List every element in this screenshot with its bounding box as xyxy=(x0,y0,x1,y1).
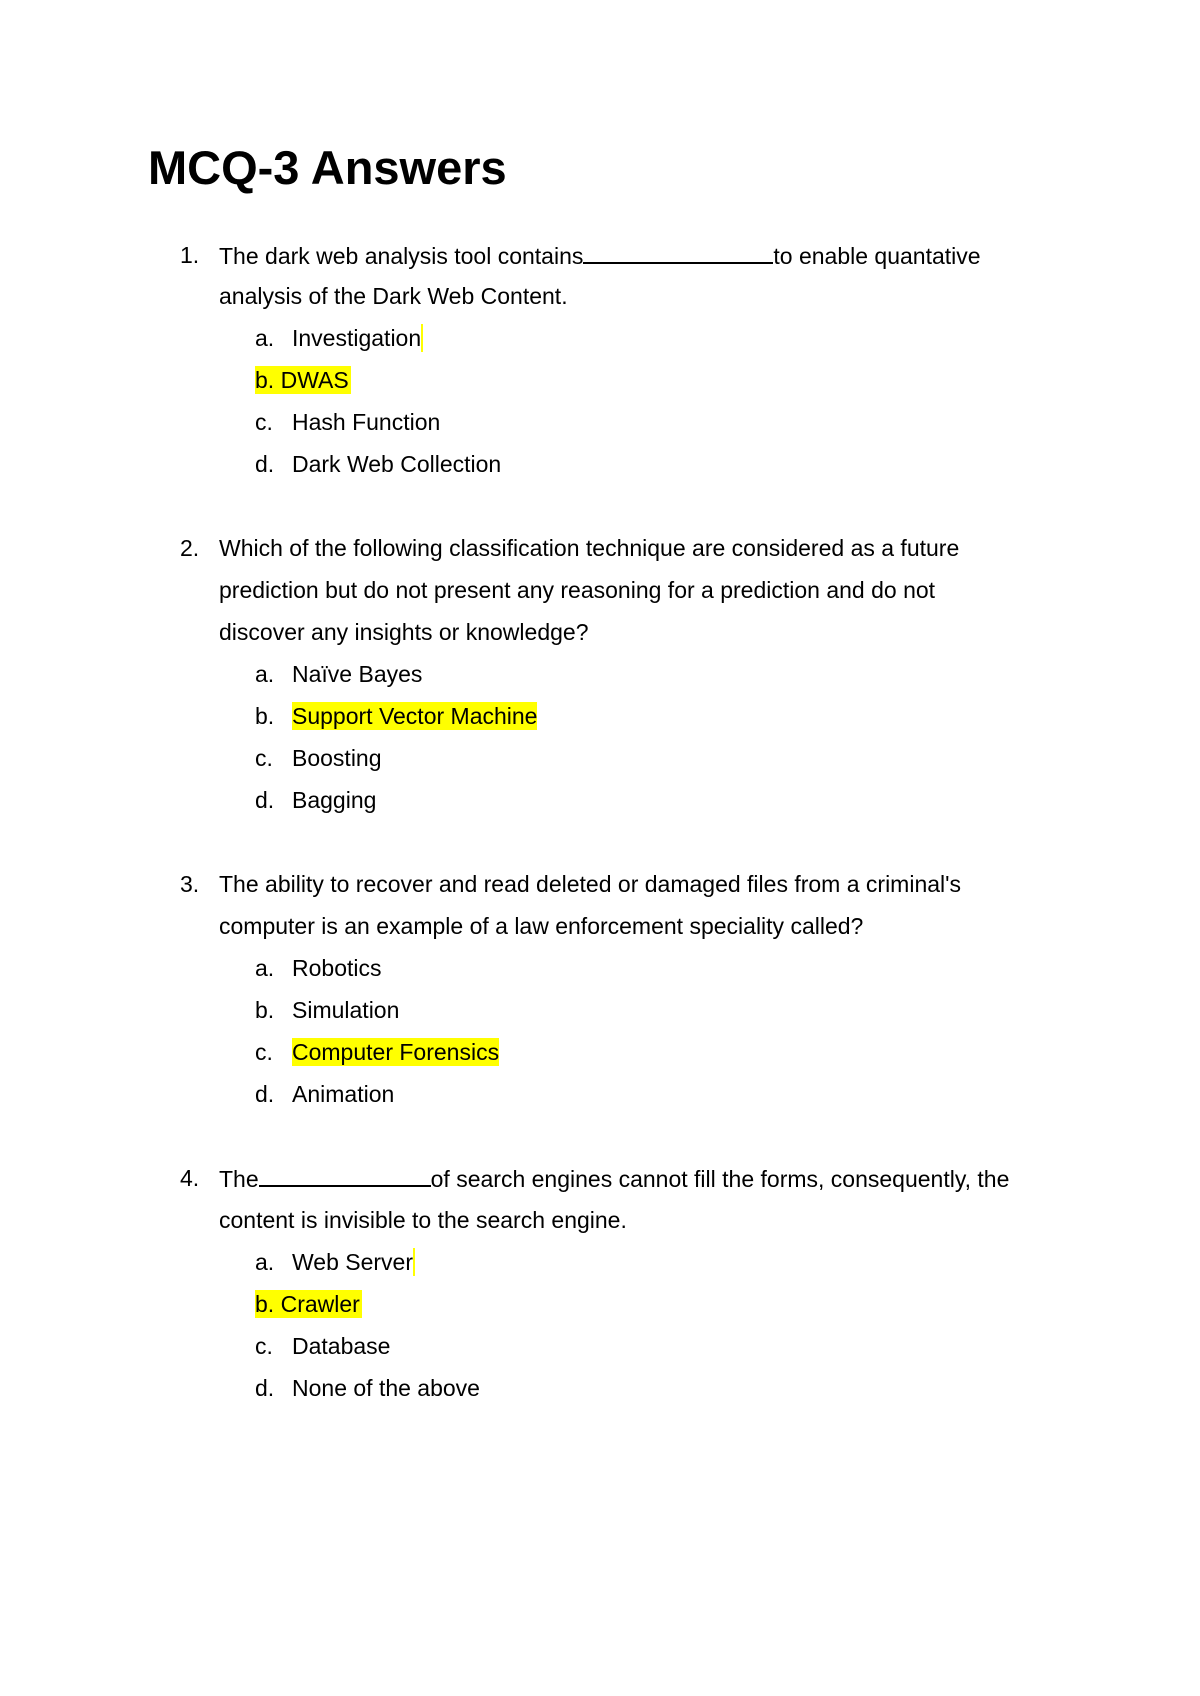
highlighted-answer xyxy=(255,366,351,394)
option-letter: b. xyxy=(255,997,275,1023)
option-text: Dark Web Collection xyxy=(292,451,502,477)
option-letter: b. xyxy=(255,367,275,393)
question-text-line: content is invisible to the search engine. xyxy=(219,1207,627,1233)
question-number: 4. xyxy=(180,1165,200,1191)
highlighted-answer: Support Vector Machine xyxy=(292,703,538,729)
question-number: 3. xyxy=(180,871,200,897)
question-text-line: analysis of the Dark Web Content. xyxy=(219,283,568,309)
option-letter: c. xyxy=(255,745,273,771)
option-letter: a. xyxy=(255,325,275,351)
highlighted-answer: Computer Forensics xyxy=(292,1039,500,1065)
option-text: Naïve Bayes xyxy=(292,661,423,687)
option-letter: d. xyxy=(255,1081,275,1107)
option-letter: d. xyxy=(255,787,275,813)
option-text: Investigation xyxy=(292,325,422,351)
question-text-line xyxy=(219,1164,1009,1193)
question-text-part: of search engines cannot fill the forms, consequently, the xyxy=(430,1166,1010,1192)
option-letter: c. xyxy=(255,409,273,435)
option-text: Database xyxy=(292,1333,391,1359)
question-text-part: The dark web analysis tool contains xyxy=(219,243,584,269)
option-text: Web Server xyxy=(292,1249,414,1275)
answer-blank xyxy=(583,241,773,264)
question-text-line: prediction but do not present any reasoning for a prediction and do not xyxy=(219,577,936,603)
option-text: Bagging xyxy=(292,787,377,813)
option-letter: c. xyxy=(255,1039,273,1065)
highlight-cursor-mark xyxy=(421,324,423,352)
option-text-wrap xyxy=(292,324,423,352)
question-text-line: computer is an example of a law enforcement speciality called? xyxy=(219,913,864,939)
highlighted-answer xyxy=(255,1290,362,1318)
option-text: Simulation xyxy=(292,997,400,1023)
option-letter: a. xyxy=(255,955,275,981)
option-text: Animation xyxy=(292,1081,395,1107)
option-letter: b. xyxy=(255,703,275,729)
option-text: Hash Function xyxy=(292,409,441,435)
answer-blank xyxy=(259,1164,431,1187)
option-text: Boosting xyxy=(292,745,382,771)
option-text: None of the above xyxy=(292,1375,480,1401)
option-text: Robotics xyxy=(292,955,382,981)
highlight-cursor-mark xyxy=(413,1248,415,1276)
option-text-wrap xyxy=(292,1248,415,1276)
option-letter: d. xyxy=(255,1375,275,1401)
question-number: 2. xyxy=(180,535,200,561)
question-text-line xyxy=(219,241,981,270)
option-letter: a. xyxy=(255,661,275,687)
option-letter: c. xyxy=(255,1333,273,1359)
question-text-part: The xyxy=(219,1166,259,1192)
question-text-line: The ability to recover and read deleted or damaged files from a criminal's xyxy=(219,871,962,897)
question-text-part: to enable quantative xyxy=(773,243,981,269)
option-text: DWAS xyxy=(280,367,349,393)
option-letter: d. xyxy=(255,451,275,477)
option-text: Crawler xyxy=(280,1291,360,1317)
option-letter: a. xyxy=(255,1249,275,1275)
page-title: MCQ-3 Answers xyxy=(148,141,507,194)
question-number: 1. xyxy=(180,242,200,268)
question-text-line: Which of the following classification technique are considered as a future xyxy=(219,535,960,561)
question-text-line: discover any insights or knowledge? xyxy=(219,619,589,645)
option-letter: b. xyxy=(255,1291,275,1317)
